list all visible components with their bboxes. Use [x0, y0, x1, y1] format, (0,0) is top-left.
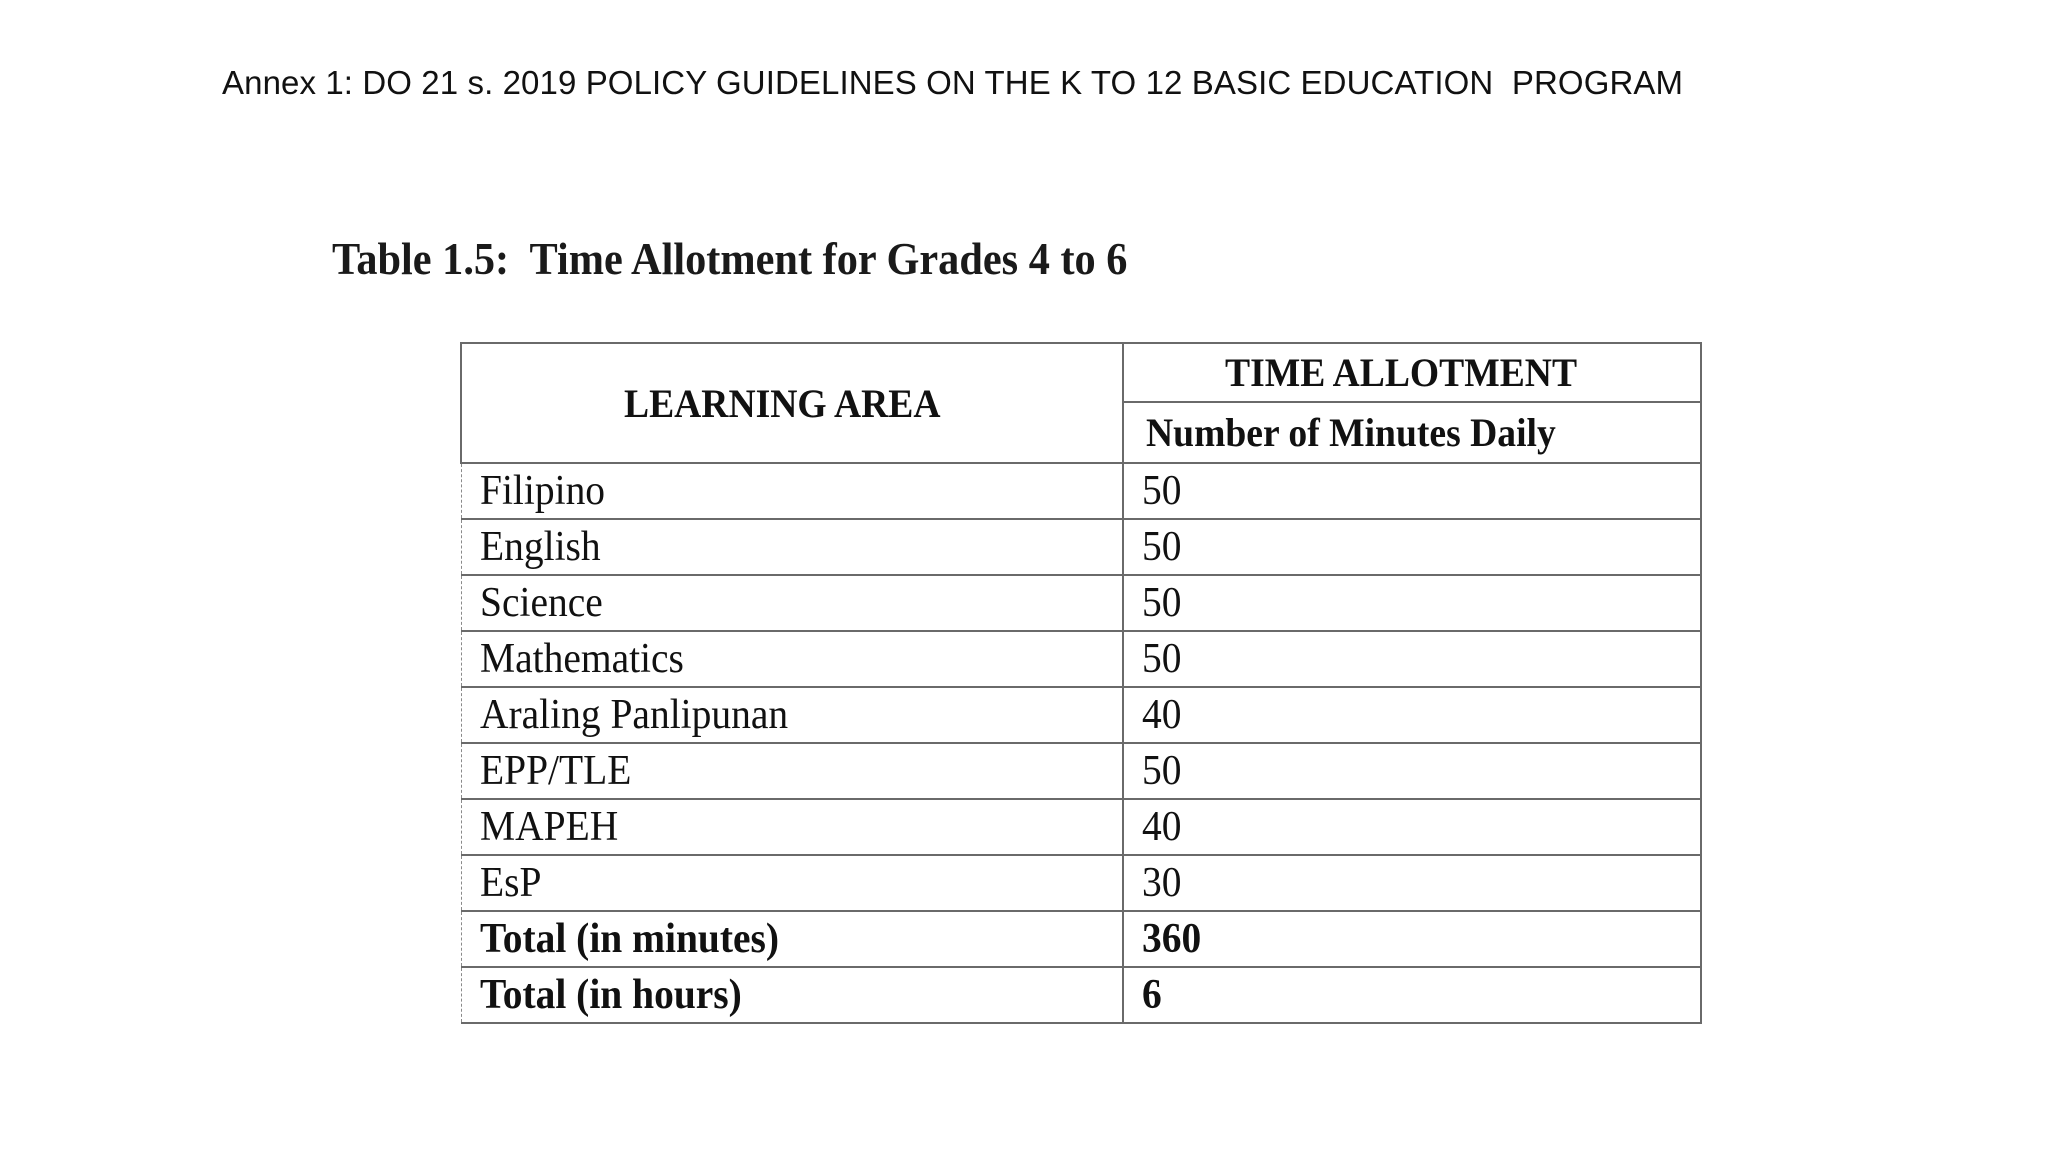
header-minutes-daily: Number of Minutes Daily — [1123, 402, 1701, 463]
table-row — [461, 463, 1701, 519]
learning-area-cell: EPP/TLE — [461, 743, 1123, 799]
total-hours-label: Total (in hours) — [461, 967, 1123, 1023]
header-time-allotment: TIME ALLOTMENT — [1123, 343, 1701, 402]
learning-area-cell: MAPEH — [461, 799, 1123, 855]
annex-title: Annex 1: DO 21 s. 2019 POLICY GUIDELINES ON THE K TO 12 BASIC EDUCATION PROGRAM — [222, 64, 1684, 101]
minutes-cell: 50 — [1123, 631, 1701, 687]
time-allotment-table — [460, 342, 1702, 1024]
table-row — [461, 743, 1701, 799]
learning-area-cell: English — [461, 519, 1123, 575]
table-row — [461, 799, 1701, 855]
minutes-cell: 40 — [1123, 799, 1701, 855]
table-row — [461, 687, 1701, 743]
header-learning-area: LEARNING AREA — [461, 343, 1123, 463]
minutes-cell: 50 — [1123, 519, 1701, 575]
total-minutes-value: 360 — [1123, 911, 1701, 967]
minutes-cell: 50 — [1123, 463, 1701, 519]
total-minutes-label: Total (in minutes) — [461, 911, 1123, 967]
table-row — [461, 575, 1701, 631]
learning-area-cell: Araling Panlipunan — [461, 687, 1123, 743]
total-hours-value: 6 — [1123, 967, 1701, 1023]
learning-area-cell: Mathematics — [461, 631, 1123, 687]
total-hours-row — [461, 967, 1701, 1023]
table-caption: Table 1.5: Time Allotment for Grades 4 to 6 — [332, 233, 1128, 284]
minutes-cell: 40 — [1123, 687, 1701, 743]
minutes-cell: 30 — [1123, 855, 1701, 911]
table-row — [461, 519, 1701, 575]
table-header-row — [461, 343, 1701, 402]
learning-area-cell: EsP — [461, 855, 1123, 911]
learning-area-cell: Filipino — [461, 463, 1123, 519]
minutes-cell: 50 — [1123, 743, 1701, 799]
total-minutes-row — [461, 911, 1701, 967]
table-row — [461, 631, 1701, 687]
table-row — [461, 855, 1701, 911]
learning-area-cell: Science — [461, 575, 1123, 631]
minutes-cell: 50 — [1123, 575, 1701, 631]
